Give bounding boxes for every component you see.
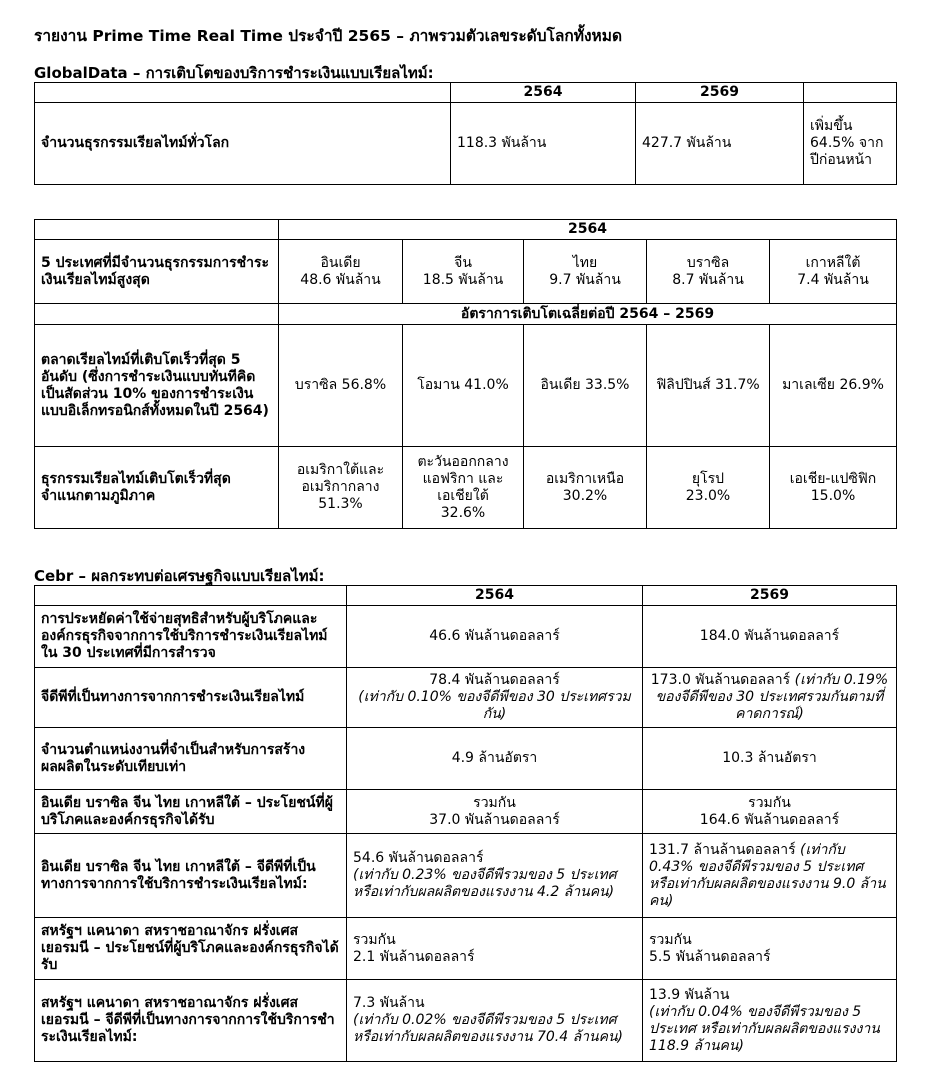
cebr-blank-cell xyxy=(35,586,347,606)
cebr-value: 46.6 พันล้านดอลลาร์ xyxy=(429,628,560,644)
cebr-cell-2569 xyxy=(643,834,897,918)
cebr-note: (เท่ากับ 0.43% ของจีดีพีรวมของ 5 ประเทศ หรือเท่ากับผลผลิตของแรงงาน 9.0 ล้านคน) xyxy=(649,841,886,909)
global-transactions-2564: 118.3 พันล้าน xyxy=(451,103,636,185)
fastest-market-cell: ฟิลิปปินส์ 31.7% xyxy=(647,325,770,447)
report-page xyxy=(34,26,896,1062)
cebr-value: 78.4 พันล้านดอลลาร์ xyxy=(429,672,560,688)
cebr-cell-2569 xyxy=(643,918,897,980)
cebr-value: รวมกัน xyxy=(473,794,516,811)
country-name: ไทย xyxy=(572,254,598,271)
country-name: เกาหลีใต้ xyxy=(805,254,861,271)
country-name: จีน xyxy=(454,254,472,271)
fastest-market-cell: บราซิล 56.8% xyxy=(279,325,403,447)
cebr-row-label: จีดีพีที่เป็นทางการจากการชำระเงินเรียลไทม์ xyxy=(35,668,347,728)
cebr-value: 10.3 ล้านอัตรา xyxy=(722,750,817,766)
globaldata-blank-cell xyxy=(804,83,897,103)
cebr-note: (เท่ากับ 0.23% ของจีดีพีรวมของ 5 ประเทศ หรือเท่ากับผลผลิตของแรงงาน 4.2 ล้านคน) xyxy=(353,867,617,900)
cebr-value: รวมกัน xyxy=(649,931,692,948)
cebr-value: 54.6 พันล้านดอลลาร์ xyxy=(353,850,484,866)
region-cell xyxy=(403,447,524,529)
region-cell xyxy=(524,447,647,529)
country-name: บราซิล xyxy=(686,254,730,271)
country-name: อินเดีย xyxy=(320,254,361,271)
markets-year-header: 2564 xyxy=(279,220,897,240)
cebr-row-label: อินเดีย บราซิล จีน ไทย เกาหลีใต้ – ประโยชน์ที่ผู้บริโภคและองค์กรธุรกิจได้รับ xyxy=(35,790,347,834)
cebr-value: 13.9 พันล้าน xyxy=(649,986,730,1003)
global-transactions-2569: 427.7 พันล้าน xyxy=(636,103,804,185)
cebr-col-2564: 2564 xyxy=(347,586,643,606)
fastest-market-cell: มาเลเซีย 26.9% xyxy=(770,325,897,447)
region-name: ยุโรป xyxy=(691,470,725,487)
cebr-cell-2569 xyxy=(643,728,897,790)
markets-blank-cell xyxy=(35,304,279,325)
cebr-cell-2564 xyxy=(347,790,643,834)
cebr-cell-2569 xyxy=(643,606,897,668)
cebr-value: 164.6 พันล้านดอลลาร์ xyxy=(699,811,840,828)
cebr-row-label: การประหยัดค่าใช้จ่ายสุทธิสำหรับผู้บริโภคและองค์กรธุรกิจจากการใช้บริการชำระเงินเรียลไทม์ใน 30 ประเทศที่มีการสำรวจ xyxy=(35,606,347,668)
cebr-row-label: จำนวนตำแหน่งงานที่จำเป็นสำหรับการสร้างผลผลิตในระดับเทียบเท่า xyxy=(35,728,347,790)
markets-table xyxy=(34,219,897,529)
cebr-row-label: อินเดีย บราซิล จีน ไทย เกาหลีใต้ – จีดีพีที่เป็นทางการจากการใช้บริการชำระเงินเรียลไทม์: xyxy=(35,834,347,918)
fastest-markets-label: ตลาดเรียลไทม์ที่เติบโตเร็วที่สุด 5 อันดับ (ซึ่งการชำระเงินแบบทันทีคิดเป็นสัดส่วน 10% ของการชำระเงินแบบอิเล็กทรอนิกส์ทั้งหมดในปี 2564) xyxy=(35,325,279,447)
region-value: 23.0% xyxy=(685,487,731,504)
cebr-value: 37.0 พันล้านดอลลาร์ xyxy=(429,811,560,828)
fastest-market-cell: อินเดีย 33.5% xyxy=(524,325,647,447)
cebr-value: รวมกัน xyxy=(748,794,791,811)
region-cell xyxy=(770,447,897,529)
cebr-note: (เท่ากับ 0.10% ของจีดีพีของ 30 ประเทศรวมกัน) xyxy=(358,689,631,722)
region-name: ตะวันออกกลาง แอฟริกา และเอเชียใต้ xyxy=(417,453,509,504)
region-name: อเมริกาใต้และอเมริกากลาง xyxy=(296,462,385,495)
region-value: 51.3% xyxy=(318,496,363,512)
top5-country-cell xyxy=(647,240,770,304)
global-transactions-growth: เพิ่มขึ้น 64.5% จากปีก่อนหน้า xyxy=(804,103,897,185)
cebr-value: 184.0 พันล้านดอลลาร์ xyxy=(699,628,840,644)
global-transactions-label: จำนวนธุรกรรมเรียลไทม์ทั่วโลก xyxy=(35,103,451,185)
cebr-cell-2569 xyxy=(643,790,897,834)
country-value: 18.5 พันล้าน xyxy=(422,271,504,288)
top5-countries-label: 5 ประเทศที่มีจำนวนธุรกรรมการชำระเงินเรียลไทม์สูงสุด xyxy=(35,240,279,304)
cebr-row-label: สหรัฐฯ แคนาดา สหราชอาณาจักร ฝรั่งเศส เยอรมนี – ประโยชน์ที่ผู้บริโภคและองค์กรธุรกิจได้รับ xyxy=(35,918,347,980)
country-value: 9.7 พันล้าน xyxy=(549,271,621,288)
cebr-value: 2.1 พันล้านดอลลาร์ xyxy=(353,948,475,965)
top5-country-cell xyxy=(770,240,897,304)
cebr-cell-2564 xyxy=(347,728,643,790)
globaldata-table xyxy=(34,82,897,185)
fastest-market-cell: โอมาน 41.0% xyxy=(403,325,524,447)
cebr-cell-2564 xyxy=(347,834,643,918)
globaldata-col-2569: 2569 xyxy=(636,83,804,103)
cebr-value: รวมกัน xyxy=(353,931,396,948)
cebr-value: 7.3 พันล้าน xyxy=(353,995,425,1011)
region-name: เอเชีย-แปซิฟิก xyxy=(789,470,877,487)
cebr-cell-2564 xyxy=(347,606,643,668)
cebr-cell-2569 xyxy=(643,980,897,1062)
cebr-heading: Cebr – ผลกระทบต่อเศรษฐกิจแบบเรียลไทม์: xyxy=(34,567,325,585)
cebr-value: 5.5 พันล้านดอลลาร์ xyxy=(649,948,771,965)
top5-country-cell xyxy=(279,240,403,304)
cebr-note: (เท่ากับ 0.19% ของจีดีพีของ 30 ประเทศรวมกันตามที่คาดการณ์) xyxy=(655,672,889,722)
globaldata-blank-cell xyxy=(35,83,451,103)
country-value: 8.7 พันล้าน xyxy=(672,271,744,288)
globaldata-heading: GlobalData – การเติบโตของบริการชำระเงินแบบเรียลไทม์: xyxy=(34,64,434,82)
cebr-table xyxy=(34,585,897,1062)
cagr-header: อัตราการเติบโตเฉลี่ยต่อปี 2564 – 2569 xyxy=(279,304,897,325)
cebr-value: 173.0 พันล้านดอลลาร์ xyxy=(650,672,791,688)
region-value: 32.6% xyxy=(440,504,486,521)
regional-growth-label: ธุรกรรมเรียลไทม์เติบโตเร็วที่สุด จำแนกตามภูมิภาค xyxy=(35,447,279,529)
cebr-value: 131.7 ล้านล้านดอลลาร์ xyxy=(649,841,796,858)
cebr-cell-2564 xyxy=(347,918,643,980)
cebr-note: (เท่ากับ 0.02% ของจีดีพีรวมของ 5 ประเทศ หรือเท่ากับผลผลิตของแรงงาน 70.4 ล้านคน) xyxy=(353,1012,623,1045)
cebr-col-2569: 2569 xyxy=(643,586,897,606)
cebr-cell-2569 xyxy=(643,668,897,728)
report-title: รายงาน Prime Time Real Time ประจำปี 2565 – ภาพรวมตัวเลขระดับโลกทั้งหมด xyxy=(34,27,623,45)
country-value: 7.4 พันล้าน xyxy=(797,271,869,288)
top5-country-cell xyxy=(403,240,524,304)
cebr-cell-2564 xyxy=(347,980,643,1062)
cebr-row-label: สหรัฐฯ แคนาดา สหราชอาณาจักร ฝรั่งเศส เยอรมนี – จีดีพีที่เป็นทางการจากการใช้บริการชำระเงินเรียลไทม์: xyxy=(35,980,347,1062)
markets-blank-cell xyxy=(35,220,279,240)
region-cell xyxy=(279,447,403,529)
cebr-note: (เท่ากับ 0.04% ของจีดีพีรวมของ 5 ประเทศ หรือเท่ากับผลผลิตของแรงงาน 118.9 ล้านคน) xyxy=(649,1003,880,1054)
cebr-value: 4.9 ล้านอัตรา xyxy=(451,750,538,766)
cebr-cell-2564 xyxy=(347,668,643,728)
country-value: 48.6 พันล้าน xyxy=(300,271,381,288)
region-cell xyxy=(647,447,770,529)
region-value: 15.0% xyxy=(810,487,856,504)
region-value: 30.2% xyxy=(562,487,608,504)
region-name: อเมริกาเหนือ xyxy=(545,470,625,487)
globaldata-col-2564: 2564 xyxy=(451,83,636,103)
top5-country-cell xyxy=(524,240,647,304)
